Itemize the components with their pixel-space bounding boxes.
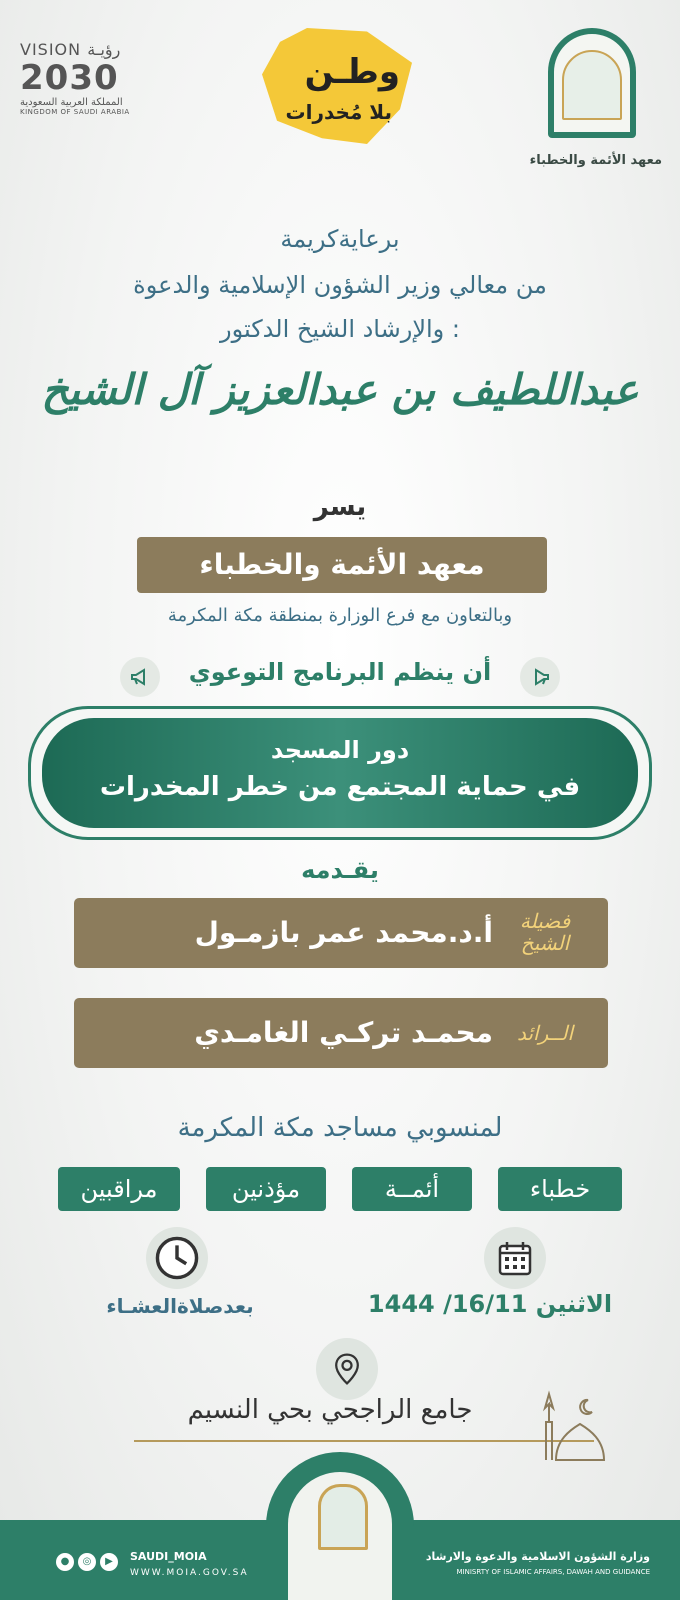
patronage-line2: من معالي وزير الشؤون الإسلامية والدعوة [133,271,547,299]
youtube-icon[interactable]: ▶ [100,1553,118,1571]
organize-text: أن ينظم البرنامج التوعوي [188,658,492,686]
ministry-name-english: MINISRTY OF ISLAMIC AFFAIRS, DAWAH AND GUIDANCE [456,1568,650,1576]
vision-english: KINGDOM OF SAUDI ARABIA [20,108,130,116]
vision-2030-logo [20,40,180,116]
location-underline [134,1440,594,1442]
event-time: بعدصلاةالعشـاء [106,1294,254,1318]
megaphone-icon [520,657,560,697]
twitter-icon[interactable]: ● [56,1553,74,1571]
footer-emblem [266,1452,414,1600]
footer-logo-icon [318,1484,368,1550]
audience-tag: خطباء [498,1167,622,1211]
speaker-title: فضيلة الشيخ [519,909,571,955]
instagram-icon[interactable]: ◎ [78,1553,96,1571]
logo-emblem-icon [562,50,622,120]
clock-icon [146,1227,208,1289]
audience-tag: مراقبين [58,1167,180,1211]
speaker-name: أ.د.محمد عمر بازمـول [194,916,493,949]
speaker-card [74,998,608,1068]
speaker-card [74,898,608,968]
cooperation-text: وبالتعاون مع فرع الوزارة بمنطقة مكة المكرمة [167,605,513,626]
speaker-title: الــرائد [516,1021,574,1045]
patronage-line3: والإرشاد الشيخ الدكتور : [220,315,460,343]
minister-name: عبداللطيف بن عبدالعزيز آل الشيخ [41,365,639,414]
presents-heading: يقـدمه [301,856,379,884]
campaign-line2: بلا مُخدرات [285,100,392,124]
vision-arabic: المملكة العربية السعودية [20,97,123,108]
website-link[interactable]: WWW.MOIA.GOV.SA [130,1568,249,1578]
mosque-minaret-icon [538,1382,608,1462]
institute-name: معهد الأئمة والخطباء [199,548,485,581]
audience-heading: لمنسوبي مساجد مكة المكرمة [177,1113,503,1143]
pleased-text: يسر [313,492,367,522]
vision-top-text: VISION رؤيـة [20,40,121,59]
no-drugs-campaign-logo [262,28,412,144]
patronage-line1: برعايةكريمة [280,225,400,253]
event-date: الاثنين 16/11/ 1444 [367,1290,613,1318]
location-pin-icon [316,1338,378,1400]
audience-tag: مؤذنين [206,1167,326,1211]
institute-logo [540,28,650,138]
institute-caption: معهد الأئمة والخطباء [529,153,662,168]
speaker-name: محمـد تركـي الغامـدي [194,1016,493,1049]
institute-box [137,537,547,593]
audience-tag: أئمــة [352,1167,472,1211]
program-title-line2: في حماية المجتمع من خطر المخدرات [99,772,581,802]
calendar-icon [484,1227,546,1289]
vision-number: 2030 [20,58,119,98]
social-handle[interactable]: SAUDI_MOIA [130,1550,207,1563]
program-banner [28,706,652,840]
campaign-line1: وطـن [304,52,400,92]
ministry-name-arabic: وزارة الشؤون الاسلامية والدعوة والارشاد [425,1550,650,1563]
event-location: جامع الراجحي بحي النسيم [187,1395,473,1425]
program-title-line1: دور المسجد [270,736,410,764]
